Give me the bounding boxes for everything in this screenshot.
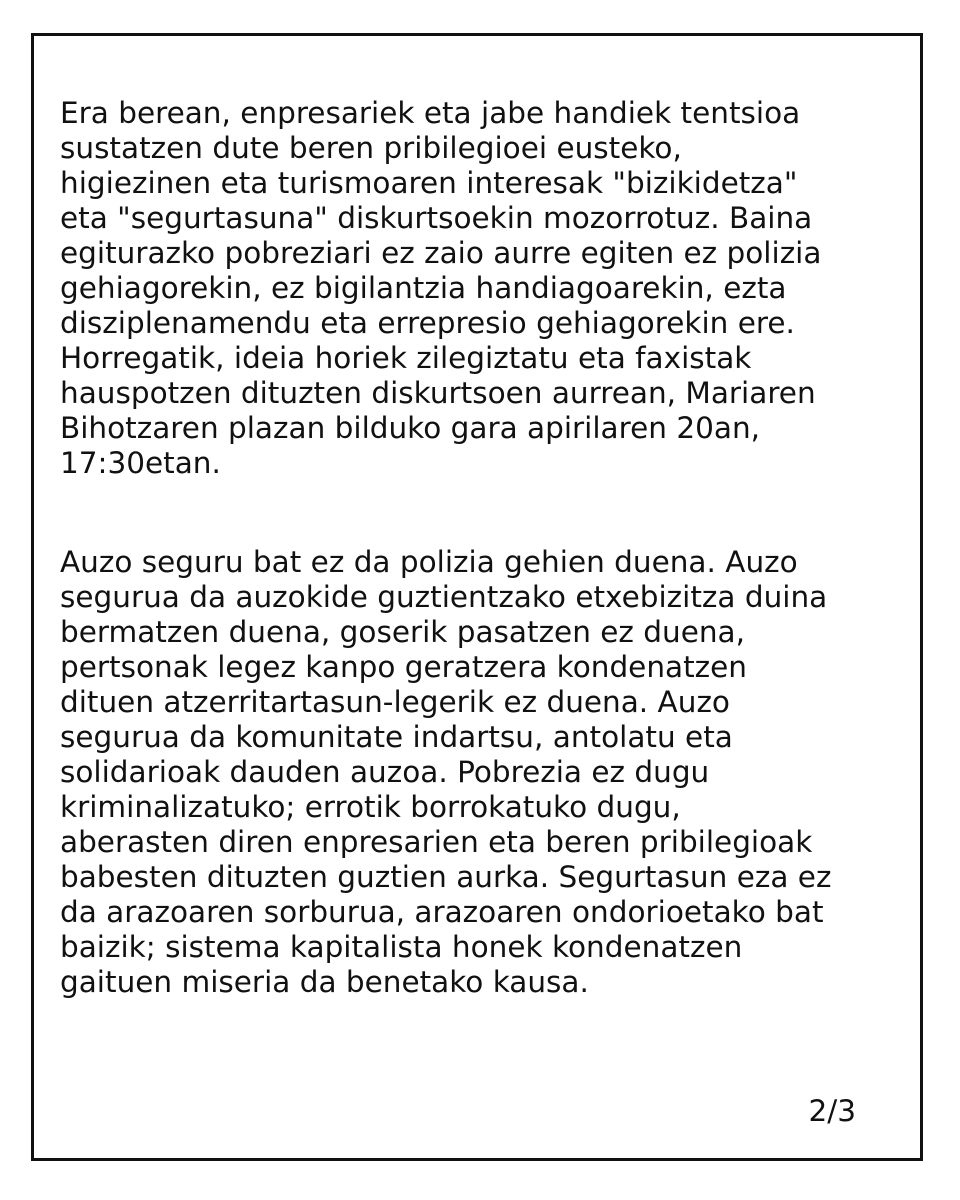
paragraph-1 — [60, 96, 920, 481]
text-line: segurua da auzokide guztientzako etxebizitza duina — [60, 580, 828, 614]
text-line: baizik; sistema kapitalista honek kondenatzen — [60, 930, 743, 964]
text-line: gehiagorekin, ez bigilantzia handiagoarekin, ezta — [60, 271, 787, 305]
paragraph-2 — [60, 545, 920, 1000]
text-line: segurua da komunitate indartsu, antolatu eta — [60, 720, 733, 754]
text-line: pertsonak legez kanpo geratzera kondenatzen — [60, 650, 747, 684]
text-line: Horregatik, ideia horiek zilegiztatu eta faxistak — [60, 341, 752, 375]
text-line: 17:30etan. — [60, 446, 221, 480]
text-line: egiturazko pobreziari ez zaio aurre egiten ez polizia — [60, 236, 822, 270]
text-line: da arazoaren sorburua, arazoaren ondorioetako bat — [60, 895, 824, 929]
text-line: hauspotzen dituzten diskurtsoen aurrean, Mariaren — [60, 376, 816, 410]
page-number: 2/3 — [808, 1094, 856, 1128]
text-line: sustatzen dute beren pribilegioei eusteko, — [60, 131, 682, 165]
text-line: Bihotzaren plazan bilduko gara apirilaren 20an, — [60, 411, 761, 445]
text-line: Era berean, enpresariek eta jabe handiek tentsioa — [60, 96, 801, 130]
text-line: higiezinen eta turismoaren interesak "bizikidetza" — [60, 166, 798, 200]
text-line: bermatzen duena, goserik pasatzen ez duena, — [60, 615, 746, 649]
text-line: babesten dituzten guztien aurka. Segurtasun eza ez — [60, 860, 832, 894]
text-line: Auzo seguru bat ez da polizia gehien duena. Auzo — [60, 545, 798, 579]
text-line: gaituen miseria da benetako kausa. — [60, 965, 589, 999]
text-line: eta "segurtasuna" diskurtsoekin mozorrotuz. Baina — [60, 201, 813, 235]
text-line: aberasten diren enpresarien eta beren pribilegioak — [60, 825, 813, 859]
text-line: disziplenamendu eta errepresio gehiagorekin ere. — [60, 306, 795, 340]
text-line: kriminalizatuko; errotik borrokatuko dugu, — [60, 790, 681, 824]
text-line: dituen atzerritartasun-legerik ez duena. Auzo — [60, 685, 730, 719]
text-line: solidarioak dauden auzoa. Pobrezia ez dugu — [60, 755, 710, 789]
